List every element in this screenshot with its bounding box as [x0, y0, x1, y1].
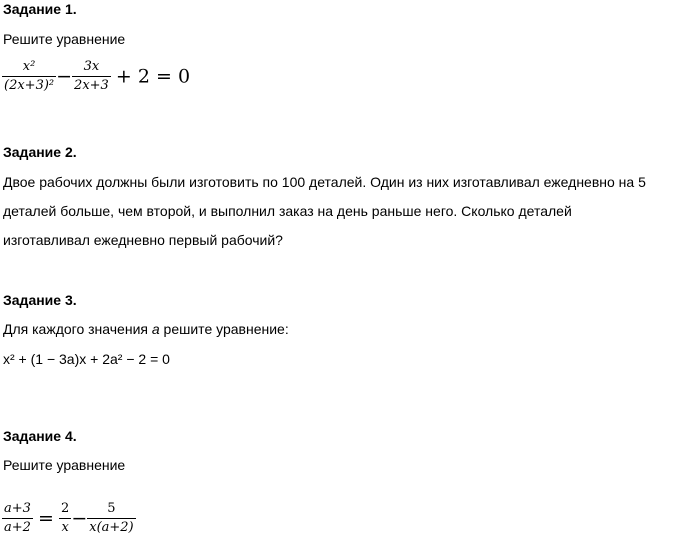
fraction-2-numerator: 2 — [59, 500, 71, 519]
task4-instruction: Решите уравнение — [3, 457, 126, 473]
equation-tail: + 2 = 0 — [115, 65, 191, 88]
fraction-1-denominator: (2x+3)² — [4, 78, 55, 93]
task1-instruction: Решите уравнение — [3, 31, 126, 47]
task3-text-before: Для каждого значения — [3, 321, 152, 337]
fraction-3-denominator: x(a+2) — [89, 520, 134, 535]
task4-title: Задание 4. — [3, 428, 77, 444]
fraction-1-numerator: a+3 — [2, 500, 33, 519]
task3-instruction — [3, 321, 289, 337]
fraction-2-numerator: 3x — [72, 58, 111, 77]
fraction-2-denominator: 2x+3 — [74, 78, 109, 93]
task2-line-1: Двое рабочих должны были изготовить по 100 деталей. Один из них изготавливал ежедневно на 5 — [3, 174, 646, 190]
minus-sign: − — [71, 507, 88, 530]
fraction-3-numerator: 5 — [87, 500, 135, 519]
fraction-2 — [59, 500, 71, 537]
equals-sign: = — [38, 507, 54, 530]
task1-equation — [2, 58, 190, 95]
task2-title: Задание 2. — [3, 144, 77, 160]
task2-line-2: деталей больше, чем второй, и выполнил заказ на день раньше него. Сколько деталей — [3, 203, 572, 219]
fraction-2-denominator: x — [61, 520, 69, 535]
task2-line-3: изготавливал ежедневно первый рабочий? — [3, 232, 283, 248]
fraction-3 — [87, 500, 135, 537]
task3-equation: x² + (1 − 3a)x + 2a² − 2 = 0 — [3, 351, 170, 367]
task3-text-after: решите уравнение: — [159, 321, 289, 337]
minus-sign: − — [56, 65, 73, 88]
fraction-1 — [2, 500, 33, 537]
fraction-2 — [72, 58, 111, 95]
task3-title: Задание 3. — [3, 292, 77, 308]
fraction-1-numerator: x² — [2, 58, 56, 77]
task1-title: Задание 1. — [3, 1, 77, 17]
fraction-1 — [2, 58, 56, 95]
task3-variable-a: a — [151, 321, 160, 337]
task4-equation — [2, 500, 136, 537]
fraction-1-denominator: a+2 — [4, 520, 31, 535]
